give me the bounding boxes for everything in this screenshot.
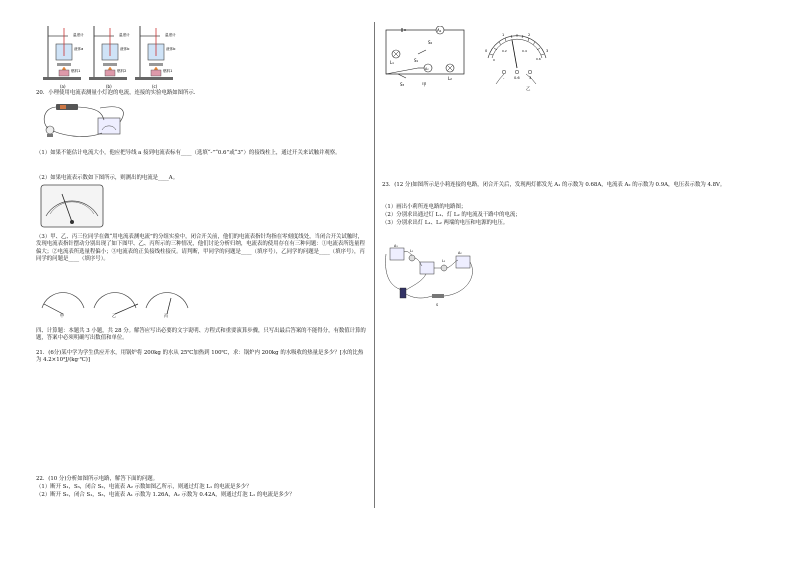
q23-label-S: S <box>436 303 439 307</box>
terminal-0.6: 0.6 <box>514 76 520 80</box>
label-A2: A₂ <box>425 67 429 71</box>
q20-part2: （2）如果电流表示数如下图所示，则测出的电流是____A。 <box>36 175 179 181</box>
terminal-minus: - <box>503 76 505 80</box>
scale-3: 3 <box>546 49 549 53</box>
scale-0.2: 0.2 <box>502 49 507 53</box>
label-L2: L₂ <box>448 76 452 81</box>
setup-b-label-2: 液体b <box>120 47 130 51</box>
meter-yi <box>94 293 138 314</box>
setup-c-label-2: 液体b <box>166 47 176 51</box>
q23-label-A2: A₂ <box>458 251 462 255</box>
label-S3: S₃ <box>400 82 405 87</box>
label-S1: S₁ <box>414 58 419 63</box>
q22-title: 22．(10 分)分析如图所示电路，解答下面的问题。 <box>36 476 159 482</box>
q20-title: 20．小理使用电流表测量小灯泡的电流，连接的实验电路如图所示． <box>36 90 200 96</box>
q22-circuit-diagram <box>382 26 472 92</box>
q20-part3: （3）甲、乙、丙三位同学在做“用电流表测电流”的分组实验中，闭合开关前，他们的电流表指针均指在零刻度线处，当闭合开关试触时，发现电流表指针摆动分别出现了如下图甲、乙、丙所示的三种情况，他们讨论分析归纳，电流表的使用存在有三种问题：①电流表所选量程偏大；②电流表所选量程偏小；③电流表的正负接线柱接反。请判断，甲同学的问题是____（填序号），乙同学的问题是____（填序号），丙同学的问题是____（填序号）。 <box>36 234 365 263</box>
meter-caption-bing: 丙 <box>164 313 168 318</box>
scale-0-outer: 0 <box>485 49 488 53</box>
setup-a-label-2: 液体a <box>74 47 84 51</box>
label-S2: S₂ <box>428 40 433 45</box>
meter-bing <box>146 293 188 314</box>
heating-setups-figure <box>40 22 180 90</box>
label-L1: L₁ <box>390 60 394 65</box>
q20-circuit-figure <box>40 100 130 140</box>
scale-2: 2 <box>528 33 531 37</box>
scale-0.6: 0.6 <box>536 57 541 61</box>
meter-caption-jia: 甲 <box>60 313 64 318</box>
setup-a-label-1: 温度计 <box>73 33 84 37</box>
q20-part1: （1）如果不能估计电流大小，他应把导线 a 接到电流表标有____（选填“-”“0.6”或“3”）的接线柱上，通过开关来试触并观察。 <box>36 150 341 156</box>
q22-meter-yi <box>482 28 552 92</box>
q23-label-A1: A₁ <box>394 244 398 248</box>
scale-0-inner: 0 <box>493 58 495 62</box>
q20-three-meters-figure <box>36 288 196 318</box>
q23-part1: （1）画出小莉所连电路的电路图； <box>382 204 467 210</box>
q22-part2: （2）断开 S₂，闭合 S₁，S₃，电流表 A₁ 示数为 1.26A，A₂ 示数为 0.42A，则通过灯泡 L₁ 的电流是多少？ <box>36 492 295 498</box>
q23-title: 23．(12 分)如图所示是小莉连接的电路，闭合开关后，发现两灯都发光 A₁ 的示数为 0.68A，电流表 A₂ 的示数为 0.9A，电压表示数为 4.8V。 <box>382 182 726 188</box>
setup-b-label-1: 温度计 <box>119 33 130 37</box>
q23-part3: （3）分别求出灯 L₁、L₂ 两端的电压和电源的电压。 <box>382 220 509 226</box>
q23-label-L2: L₂ <box>442 259 446 263</box>
section-4-heading: 四、计算题：本题共 3 小题，共 28 分。解答应写出必要的文字说明、方程式和重要演算步骤，只写出最后答案的不能得分，有数值计算的题，答案中必须明确写出数值和单位。 <box>36 328 366 342</box>
caption-c: (c) <box>152 84 158 89</box>
label-jia: 甲 <box>422 83 427 88</box>
q21-text: 21．(6分)某中学为学生供应开水，用锅炉将 200kg 的水从 25℃加热到 100℃，求：锅炉内 200kg 的水吸收的热量是多少？[水的比热为 4.2×10³J/(kg·℃)] <box>36 350 364 364</box>
q23-physical-circuit <box>382 242 482 308</box>
setup-a-label-3: 燃料1 <box>71 69 81 73</box>
scale-0.4: 0.4 <box>522 49 527 53</box>
q23-part2: （2）分别求出通过灯 L₁、灯 L₂ 的电流及干路中的电流； <box>382 212 521 218</box>
meter-jia <box>42 293 84 314</box>
q22-part1: （1）断开 S₁，S₃，闭合 S₂，电流表 A₂ 示数如图乙所示，则通过灯泡 L₁ 的电流是多少？ <box>36 484 252 490</box>
q23-label-L1: L₁ <box>410 249 414 253</box>
meter-caption-yi: 乙 <box>112 313 116 318</box>
label-A1: A₁ <box>437 28 442 33</box>
column-divider <box>374 22 375 508</box>
terminal-3: 3 <box>529 76 532 80</box>
caption-b: (b) <box>106 84 112 89</box>
setup-b-label-3: 燃料2 <box>117 69 127 73</box>
q20-ammeter-figure <box>40 184 104 228</box>
caption-a: (a) <box>60 84 66 89</box>
setup-c-label-1: 温度计 <box>165 33 176 37</box>
scale-1: 1 <box>502 33 505 37</box>
setup-c-label-3: 燃料1 <box>163 69 173 73</box>
meter-yi-caption: 乙 <box>526 87 531 92</box>
